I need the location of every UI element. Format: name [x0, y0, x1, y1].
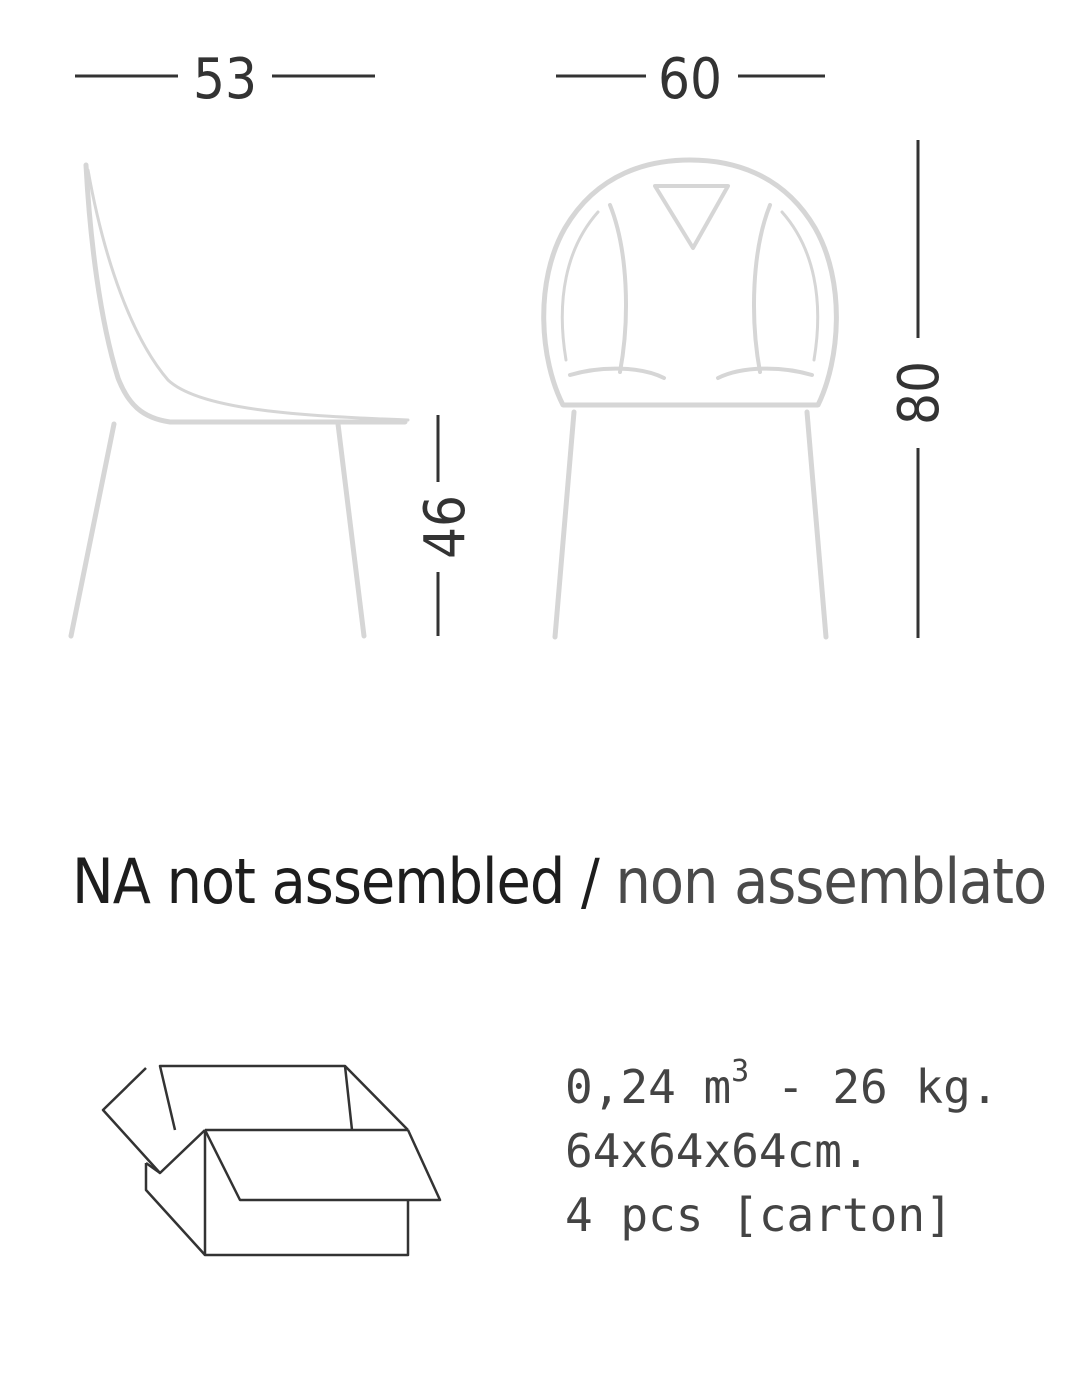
height-value: 80: [887, 360, 952, 426]
assembly-separator: /: [580, 845, 599, 918]
packaging-volume-exponent: 3: [731, 1054, 750, 1089]
assembly-label-it: non assemblato: [615, 845, 1047, 918]
seat-height-value: 46: [413, 494, 478, 560]
depth-dimension: [75, 47, 375, 112]
open-box-icon: [95, 1055, 455, 1265]
height-dimension: [887, 140, 952, 638]
depth-value: 53: [192, 47, 258, 112]
assembly-label: [72, 842, 1046, 922]
packaging-box-size: 64x64x64cm.: [565, 1124, 870, 1178]
packaging-quantity: 4 pcs [carton]: [565, 1188, 953, 1242]
assembly-label-en: NA not assembled: [72, 845, 565, 918]
width-dimension: [556, 47, 825, 112]
packaging-volume: 0,24 m: [565, 1060, 732, 1114]
chair-front-view: [544, 160, 837, 637]
seat-height-dimension: [413, 415, 478, 636]
packaging-weight: - 26 kg.: [749, 1060, 999, 1114]
packaging-info: [565, 1055, 998, 1247]
width-value: 60: [657, 47, 723, 112]
chair-side-view: [71, 165, 408, 636]
packaging-volume-weight: [565, 1055, 998, 1119]
